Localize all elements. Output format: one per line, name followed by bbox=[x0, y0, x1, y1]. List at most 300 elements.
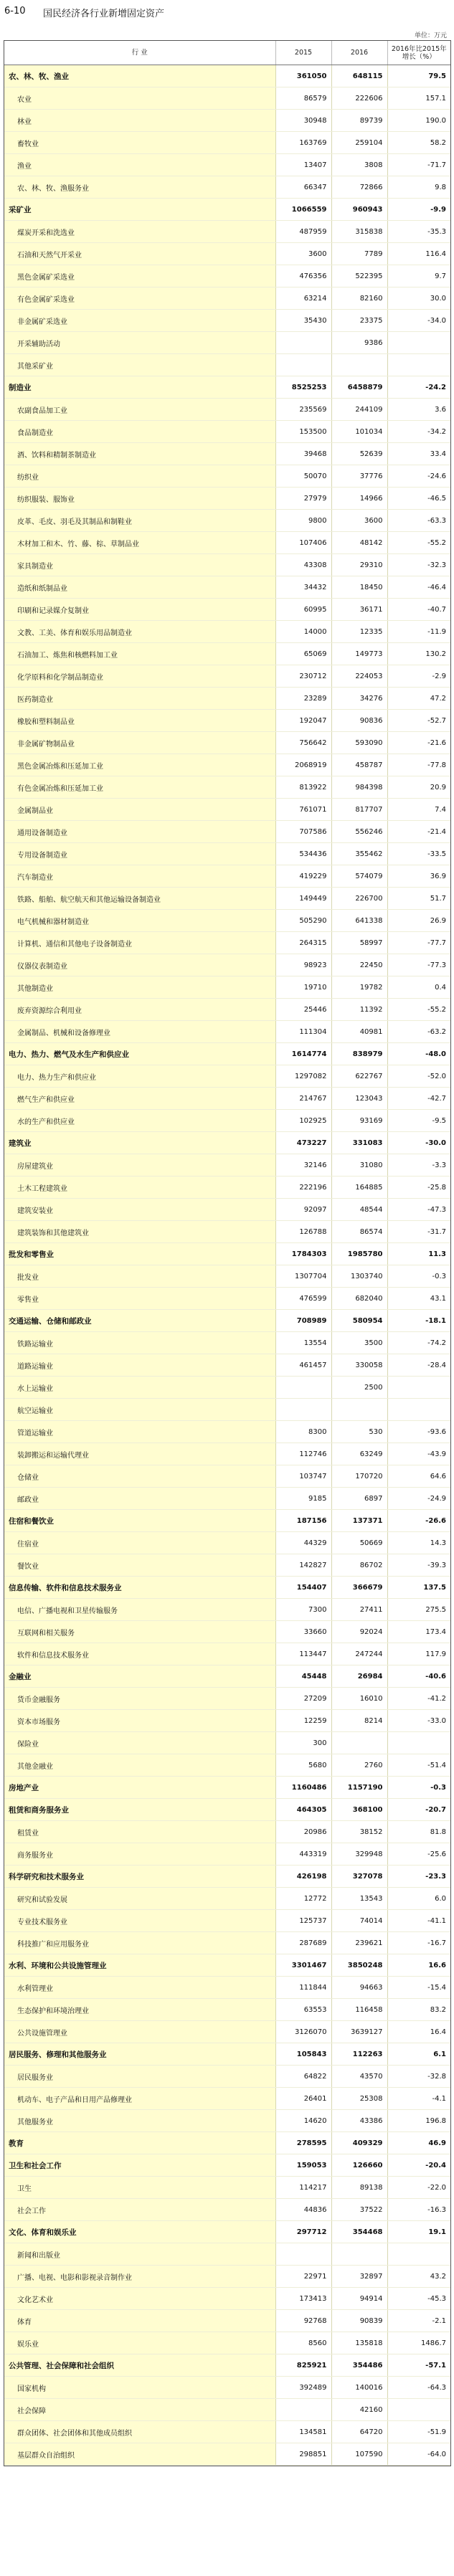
table-row bbox=[4, 2021, 450, 2043]
title-bar bbox=[0, 0, 454, 19]
growth-pct: 6.1 bbox=[387, 2043, 450, 2066]
table-row bbox=[4, 2066, 450, 2088]
industry-name: 其他制造业 bbox=[4, 976, 275, 999]
table-number: 6-10 bbox=[4, 6, 26, 16]
industry-name: 研究和试验发展 bbox=[4, 1888, 275, 1910]
value-2016: 593090 bbox=[331, 732, 387, 754]
industry-name: 娱乐业 bbox=[4, 2332, 275, 2354]
value-2015: 230712 bbox=[275, 665, 331, 688]
growth-pct: -20.7 bbox=[387, 1799, 450, 1821]
value-2016: 331083 bbox=[331, 1132, 387, 1154]
industry-name: 航空运输业 bbox=[4, 1399, 275, 1421]
value-2015: 264315 bbox=[275, 932, 331, 954]
industry-name: 燃气生产和供应业 bbox=[4, 1088, 275, 1110]
value-2015: 534436 bbox=[275, 843, 331, 865]
category-row bbox=[4, 2132, 450, 2154]
value-2015: 103747 bbox=[275, 1465, 331, 1488]
value-2015: 64822 bbox=[275, 2066, 331, 2088]
table-row bbox=[4, 2266, 450, 2288]
industry-name: 文化、体育和娱乐业 bbox=[4, 2221, 275, 2243]
table-row bbox=[4, 1732, 450, 1754]
table-row bbox=[4, 932, 450, 954]
value-2016: 140016 bbox=[331, 2377, 387, 2399]
industry-name: 金融业 bbox=[4, 1665, 275, 1688]
value-2016: 92024 bbox=[331, 1621, 387, 1643]
industry-name: 有色金属冶炼和压延加工业 bbox=[4, 776, 275, 799]
industry-name: 公共管理、社会保障和社会组织 bbox=[4, 2354, 275, 2377]
table-row bbox=[4, 999, 450, 1021]
industry-name: 基层群众自治组织 bbox=[4, 2443, 275, 2466]
table-row bbox=[4, 354, 450, 376]
value-2015: 825921 bbox=[275, 2354, 331, 2377]
growth-pct: 6.0 bbox=[387, 1888, 450, 1910]
growth-pct: -24.9 bbox=[387, 1488, 450, 1510]
industry-name: 仓储业 bbox=[4, 1465, 275, 1488]
growth-pct: -48.0 bbox=[387, 1043, 450, 1065]
growth-pct: -77.3 bbox=[387, 954, 450, 976]
value-2015: 22971 bbox=[275, 2266, 331, 2288]
table-row bbox=[4, 2288, 450, 2310]
value-2016: 89138 bbox=[331, 2177, 387, 2199]
growth-pct: -0.3 bbox=[387, 1265, 450, 1288]
value-2015: 30948 bbox=[275, 110, 331, 132]
value-2016: 13543 bbox=[331, 1888, 387, 1910]
table-row bbox=[4, 332, 450, 354]
value-2015: 3600 bbox=[275, 243, 331, 265]
table-row bbox=[4, 1910, 450, 1932]
value-2015: 813922 bbox=[275, 776, 331, 799]
value-2015: 32146 bbox=[275, 1154, 331, 1177]
table-row bbox=[4, 1332, 450, 1354]
value-2015: 43308 bbox=[275, 554, 331, 576]
table-body bbox=[4, 65, 450, 2466]
value-2016: 37776 bbox=[331, 465, 387, 488]
value-2016: 2500 bbox=[331, 1377, 387, 1399]
industry-name: 农副食品加工业 bbox=[4, 399, 275, 421]
growth-pct: -63.2 bbox=[387, 1021, 450, 1043]
table-row bbox=[4, 1843, 450, 1866]
growth-pct: -22.0 bbox=[387, 2177, 450, 2199]
growth-pct: -32.8 bbox=[387, 2066, 450, 2088]
table-row bbox=[4, 1021, 450, 1043]
growth-pct: 16.4 bbox=[387, 2021, 450, 2043]
growth-pct: -25.6 bbox=[387, 1843, 450, 1866]
value-2016: 315838 bbox=[331, 221, 387, 243]
growth-pct: -42.7 bbox=[387, 1088, 450, 1110]
industry-name: 文教、工美、体育和娱乐用品制造业 bbox=[4, 621, 275, 643]
growth-pct bbox=[387, 2243, 450, 2266]
value-2015: 3301467 bbox=[275, 1954, 331, 1977]
industry-name: 水利管理业 bbox=[4, 1977, 275, 1999]
header-industry: 行 业 bbox=[4, 41, 275, 65]
growth-pct: -71.7 bbox=[387, 154, 450, 176]
table-row bbox=[4, 421, 450, 443]
table-row bbox=[4, 1821, 450, 1843]
table-row bbox=[4, 1532, 450, 1554]
growth-pct: -2.1 bbox=[387, 2310, 450, 2332]
value-2015: 298851 bbox=[275, 2443, 331, 2466]
table-row bbox=[4, 1465, 450, 1488]
category-row bbox=[4, 1665, 450, 1688]
value-2016: 6458879 bbox=[331, 376, 387, 399]
value-2016: 135818 bbox=[331, 2332, 387, 2354]
industry-name: 石油加工、炼焦和核燃料加工业 bbox=[4, 643, 275, 665]
value-2016: 354468 bbox=[331, 2221, 387, 2243]
industry-name: 文化艺术业 bbox=[4, 2288, 275, 2310]
value-2015: 86579 bbox=[275, 87, 331, 110]
value-2015: 235569 bbox=[275, 399, 331, 421]
value-2015: 50070 bbox=[275, 465, 331, 488]
industry-name: 化学原料和化学制品制造业 bbox=[4, 665, 275, 688]
value-2015: 33660 bbox=[275, 1621, 331, 1643]
value-2016: 48544 bbox=[331, 1199, 387, 1221]
value-2015: 114217 bbox=[275, 2177, 331, 2199]
value-2016: 259104 bbox=[331, 132, 387, 154]
growth-pct: 130.2 bbox=[387, 643, 450, 665]
industry-name: 煤炭开采和洗选业 bbox=[4, 221, 275, 243]
table-row bbox=[4, 1177, 450, 1199]
value-2015: 1066559 bbox=[275, 199, 331, 221]
growth-pct: -20.4 bbox=[387, 2154, 450, 2177]
growth-pct: 173.4 bbox=[387, 1621, 450, 1643]
industry-name: 专用设备制造业 bbox=[4, 843, 275, 865]
industry-name: 信息传输、软件和信息技术服务业 bbox=[4, 1577, 275, 1599]
growth-pct: -30.0 bbox=[387, 1132, 450, 1154]
value-2015: 187156 bbox=[275, 1510, 331, 1532]
growth-pct bbox=[387, 354, 450, 376]
value-2015: 154407 bbox=[275, 1577, 331, 1599]
value-2015: 473227 bbox=[275, 1132, 331, 1154]
category-row bbox=[4, 1866, 450, 1888]
table-row bbox=[4, 154, 450, 176]
table-row bbox=[4, 1754, 450, 1777]
industry-name: 计算机、通信和其他电子设备制造业 bbox=[4, 932, 275, 954]
industry-name: 电力、热力生产和供应业 bbox=[4, 1065, 275, 1088]
growth-pct: -3.3 bbox=[387, 1154, 450, 1177]
data-table bbox=[4, 40, 451, 2466]
growth-pct: -55.2 bbox=[387, 532, 450, 554]
table-row bbox=[4, 2332, 450, 2354]
value-2015: 14620 bbox=[275, 2110, 331, 2132]
value-2016: 239621 bbox=[331, 1932, 387, 1954]
growth-pct: -51.9 bbox=[387, 2421, 450, 2443]
value-2016: 327078 bbox=[331, 1866, 387, 1888]
value-2016: 14966 bbox=[331, 488, 387, 510]
header-2015: 2015 bbox=[275, 41, 331, 65]
category-row bbox=[4, 1310, 450, 1332]
industry-name: 非金属矿采选业 bbox=[4, 310, 275, 332]
table-row bbox=[4, 399, 450, 421]
industry-name: 建筑业 bbox=[4, 1132, 275, 1154]
growth-pct: -21.4 bbox=[387, 821, 450, 843]
growth-pct: -16.3 bbox=[387, 2199, 450, 2221]
value-2015: 107406 bbox=[275, 532, 331, 554]
industry-name: 装卸搬运和运输代理业 bbox=[4, 1443, 275, 1465]
value-2015 bbox=[275, 2243, 331, 2266]
industry-name: 教育 bbox=[4, 2132, 275, 2154]
table-row bbox=[4, 87, 450, 110]
industry-name: 管道运输业 bbox=[4, 1421, 275, 1443]
value-2015: 1614774 bbox=[275, 1043, 331, 1065]
industry-name: 金属制品业 bbox=[4, 799, 275, 821]
value-2015: 297712 bbox=[275, 2221, 331, 2243]
industry-name: 房屋建筑业 bbox=[4, 1154, 275, 1177]
growth-pct: -23.3 bbox=[387, 1866, 450, 1888]
growth-pct: -2.9 bbox=[387, 665, 450, 688]
value-2015: 102925 bbox=[275, 1110, 331, 1132]
value-2015: 1160486 bbox=[275, 1777, 331, 1799]
growth-pct: 1486.7 bbox=[387, 2332, 450, 2354]
industry-name: 社会保障 bbox=[4, 2399, 275, 2421]
value-2015: 25446 bbox=[275, 999, 331, 1021]
value-2016: 8214 bbox=[331, 1710, 387, 1732]
value-2015: 392489 bbox=[275, 2377, 331, 2399]
value-2015: 222196 bbox=[275, 1177, 331, 1199]
table-row bbox=[4, 843, 450, 865]
table-row bbox=[4, 2110, 450, 2132]
value-2016: 574079 bbox=[331, 865, 387, 888]
growth-pct: -4.1 bbox=[387, 2088, 450, 2110]
industry-name: 租赁业 bbox=[4, 1821, 275, 1843]
table-row bbox=[4, 1643, 450, 1665]
industry-name: 餐饮业 bbox=[4, 1554, 275, 1577]
value-2016: 82160 bbox=[331, 287, 387, 310]
industry-name: 汽车制造业 bbox=[4, 865, 275, 888]
value-2015: 44329 bbox=[275, 1532, 331, 1554]
table-row bbox=[4, 732, 450, 754]
industry-name: 金属制品、机械和设备修理业 bbox=[4, 1021, 275, 1043]
table-row bbox=[4, 465, 450, 488]
value-2015: 12772 bbox=[275, 1888, 331, 1910]
industry-name: 医药制造业 bbox=[4, 688, 275, 710]
growth-pct: 36.9 bbox=[387, 865, 450, 888]
value-2016: 29310 bbox=[331, 554, 387, 576]
value-2015: 419229 bbox=[275, 865, 331, 888]
table-row bbox=[4, 265, 450, 287]
category-row bbox=[4, 2221, 450, 2243]
category-row bbox=[4, 1132, 450, 1154]
value-2016: 164885 bbox=[331, 1177, 387, 1199]
growth-pct: -21.6 bbox=[387, 732, 450, 754]
value-2016: 2760 bbox=[331, 1754, 387, 1777]
value-2016: 90839 bbox=[331, 2310, 387, 2332]
industry-name: 商务服务业 bbox=[4, 1843, 275, 1866]
value-2016: 149773 bbox=[331, 643, 387, 665]
category-row bbox=[4, 2154, 450, 2177]
growth-pct: 16.6 bbox=[387, 1954, 450, 1977]
growth-pct: 19.1 bbox=[387, 2221, 450, 2243]
industry-name: 水上运输业 bbox=[4, 1377, 275, 1399]
value-2015: 8525253 bbox=[275, 376, 331, 399]
header-growth: 2016年比2015年 增长（%） bbox=[387, 41, 450, 65]
value-2016: 222606 bbox=[331, 87, 387, 110]
value-2016: 19782 bbox=[331, 976, 387, 999]
growth-pct: -64.3 bbox=[387, 2377, 450, 2399]
industry-name: 软件和信息技术服务业 bbox=[4, 1643, 275, 1665]
industry-name: 黑色金属冶炼和压延加工业 bbox=[4, 754, 275, 776]
value-2015: 113447 bbox=[275, 1643, 331, 1665]
value-2015 bbox=[275, 2399, 331, 2421]
industry-name: 居民服务、修理和其他服务业 bbox=[4, 2043, 275, 2066]
growth-pct: 26.9 bbox=[387, 910, 450, 932]
value-2015: 65069 bbox=[275, 643, 331, 665]
growth-pct: 3.6 bbox=[387, 399, 450, 421]
value-2016: 682040 bbox=[331, 1288, 387, 1310]
value-2015: 63553 bbox=[275, 1999, 331, 2021]
growth-pct: -34.0 bbox=[387, 310, 450, 332]
value-2016 bbox=[331, 354, 387, 376]
growth-pct: -52.7 bbox=[387, 710, 450, 732]
industry-name: 纺织业 bbox=[4, 465, 275, 488]
value-2015: 105843 bbox=[275, 2043, 331, 2066]
value-2016: 32897 bbox=[331, 2266, 387, 2288]
value-2016: 368100 bbox=[331, 1799, 387, 1821]
industry-name: 居民服务业 bbox=[4, 2066, 275, 2088]
value-2016: 52639 bbox=[331, 443, 387, 465]
industry-name: 卫生和社会工作 bbox=[4, 2154, 275, 2177]
value-2016: 7789 bbox=[331, 243, 387, 265]
value-2016: 86574 bbox=[331, 1221, 387, 1243]
value-2015 bbox=[275, 1377, 331, 1399]
industry-name: 渔业 bbox=[4, 154, 275, 176]
value-2016: 1303740 bbox=[331, 1265, 387, 1288]
table-row bbox=[4, 554, 450, 576]
value-2015: 66347 bbox=[275, 176, 331, 199]
growth-pct: 79.5 bbox=[387, 65, 450, 87]
value-2015: 23289 bbox=[275, 688, 331, 710]
value-2015: 300 bbox=[275, 1732, 331, 1754]
industry-name: 广播、电视、电影和影视录音制作业 bbox=[4, 2266, 275, 2288]
value-2015: 26401 bbox=[275, 2088, 331, 2110]
value-2015: 287689 bbox=[275, 1932, 331, 1954]
value-2016: 36171 bbox=[331, 599, 387, 621]
industry-name: 酒、饮料和精制茶制造业 bbox=[4, 443, 275, 465]
growth-pct: -33.5 bbox=[387, 843, 450, 865]
industry-name: 水的生产和供应业 bbox=[4, 1110, 275, 1132]
value-2015: 60995 bbox=[275, 599, 331, 621]
industry-name: 道路运输业 bbox=[4, 1354, 275, 1377]
industry-name: 电力、热力、燃气及水生产和供应业 bbox=[4, 1043, 275, 1065]
value-2015: 487959 bbox=[275, 221, 331, 243]
growth-pct: 275.5 bbox=[387, 1599, 450, 1621]
growth-pct: -93.6 bbox=[387, 1421, 450, 1443]
value-2016: 25308 bbox=[331, 2088, 387, 2110]
growth-pct: 190.0 bbox=[387, 110, 450, 132]
value-2015: 92768 bbox=[275, 2310, 331, 2332]
industry-name: 水利、环境和公共设施管理业 bbox=[4, 1954, 275, 1977]
value-2016: 1985780 bbox=[331, 1243, 387, 1265]
value-2016: 107590 bbox=[331, 2443, 387, 2466]
industry-name: 有色金属矿采选业 bbox=[4, 287, 275, 310]
value-2016: 101034 bbox=[331, 421, 387, 443]
table-row bbox=[4, 1221, 450, 1243]
industry-name: 电气机械和器材制造业 bbox=[4, 910, 275, 932]
industry-name: 国家机构 bbox=[4, 2377, 275, 2399]
table-row bbox=[4, 2443, 450, 2466]
value-2015: 443319 bbox=[275, 1843, 331, 1866]
table-row bbox=[4, 2243, 450, 2266]
industry-name: 体育 bbox=[4, 2310, 275, 2332]
table-row bbox=[4, 1377, 450, 1399]
value-2016: 3639127 bbox=[331, 2021, 387, 2043]
table-row bbox=[4, 443, 450, 465]
value-2016: 23375 bbox=[331, 310, 387, 332]
table-row bbox=[4, 888, 450, 910]
table-row bbox=[4, 2177, 450, 2199]
growth-pct: 33.4 bbox=[387, 443, 450, 465]
table-row bbox=[4, 710, 450, 732]
value-2015: 163769 bbox=[275, 132, 331, 154]
category-row bbox=[4, 1777, 450, 1799]
growth-pct: -24.6 bbox=[387, 465, 450, 488]
industry-name: 农、林、牧、渔服务业 bbox=[4, 176, 275, 199]
category-row bbox=[4, 376, 450, 399]
category-row bbox=[4, 1243, 450, 1265]
industry-name: 印刷和记录媒介复制业 bbox=[4, 599, 275, 621]
value-2015: 7300 bbox=[275, 1599, 331, 1621]
value-2015: 9800 bbox=[275, 510, 331, 532]
table-row bbox=[4, 221, 450, 243]
value-2015: 27209 bbox=[275, 1688, 331, 1710]
table-row bbox=[4, 688, 450, 710]
value-2016: 16010 bbox=[331, 1688, 387, 1710]
value-2015: 12259 bbox=[275, 1710, 331, 1732]
table-row bbox=[4, 1110, 450, 1132]
table-row bbox=[4, 776, 450, 799]
industry-name: 机动车、电子产品和日用产品修理业 bbox=[4, 2088, 275, 2110]
table-row bbox=[4, 1932, 450, 1954]
industry-name: 其他金融业 bbox=[4, 1754, 275, 1777]
value-2015 bbox=[275, 332, 331, 354]
value-2015: 761071 bbox=[275, 799, 331, 821]
value-2015: 192047 bbox=[275, 710, 331, 732]
table-row bbox=[4, 1265, 450, 1288]
value-2015: 214767 bbox=[275, 1088, 331, 1110]
growth-pct: -57.1 bbox=[387, 2354, 450, 2377]
value-2015: 149449 bbox=[275, 888, 331, 910]
value-2015: 1297082 bbox=[275, 1065, 331, 1088]
growth-pct: 46.9 bbox=[387, 2132, 450, 2154]
table-row bbox=[4, 2310, 450, 2332]
industry-name: 石油和天然气开采业 bbox=[4, 243, 275, 265]
value-2015: 2068919 bbox=[275, 754, 331, 776]
industry-name: 邮政业 bbox=[4, 1488, 275, 1510]
table-row bbox=[4, 2421, 450, 2443]
industry-name: 农、林、牧、渔业 bbox=[4, 65, 275, 87]
table-row bbox=[4, 310, 450, 332]
industry-name: 建筑安装业 bbox=[4, 1199, 275, 1221]
value-2015: 464305 bbox=[275, 1799, 331, 1821]
value-2016: 556246 bbox=[331, 821, 387, 843]
growth-pct: 83.2 bbox=[387, 1999, 450, 2021]
value-2016: 960943 bbox=[331, 199, 387, 221]
category-row bbox=[4, 1043, 450, 1065]
growth-pct: -74.2 bbox=[387, 1332, 450, 1354]
value-2016: 22450 bbox=[331, 954, 387, 976]
value-2015: 134581 bbox=[275, 2421, 331, 2443]
growth-pct: -40.7 bbox=[387, 599, 450, 621]
growth-pct: -52.0 bbox=[387, 1065, 450, 1088]
value-2016: 72866 bbox=[331, 176, 387, 199]
value-2015: 3126070 bbox=[275, 2021, 331, 2043]
growth-pct: -63.3 bbox=[387, 510, 450, 532]
value-2015: 39468 bbox=[275, 443, 331, 465]
growth-pct: 43.2 bbox=[387, 2266, 450, 2288]
value-2015: 426198 bbox=[275, 1866, 331, 1888]
growth-pct: -9.9 bbox=[387, 199, 450, 221]
table-row bbox=[4, 1199, 450, 1221]
growth-pct: -11.9 bbox=[387, 621, 450, 643]
